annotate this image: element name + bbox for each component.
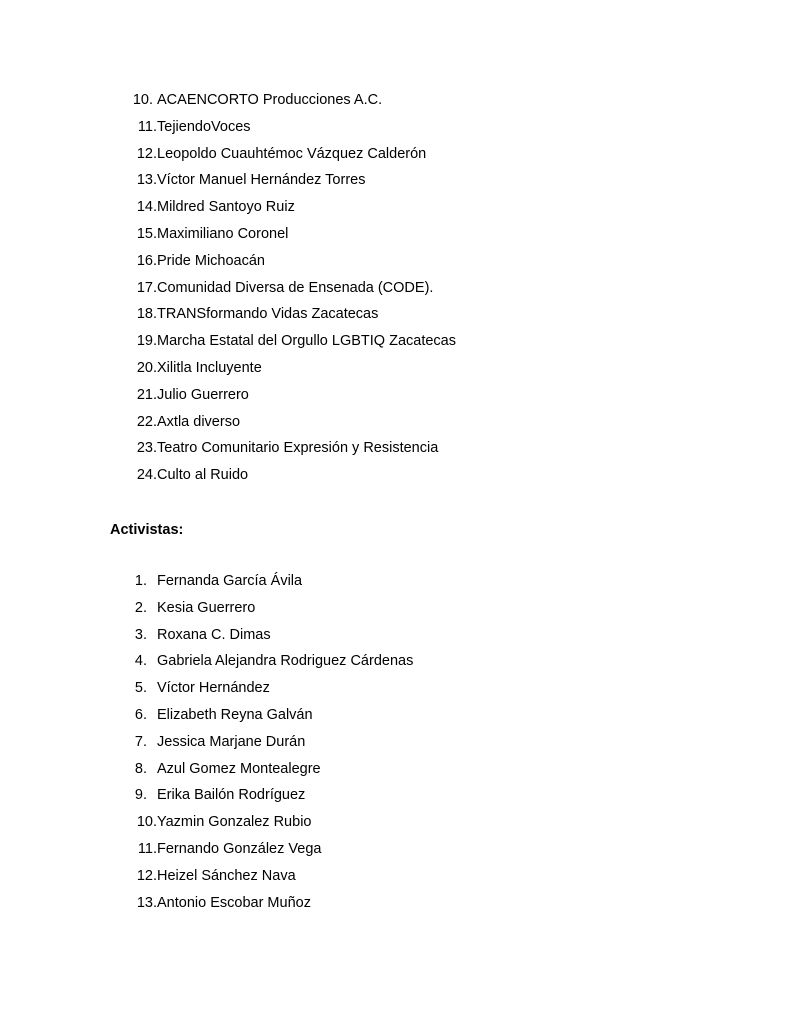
activist-list-item-number: 10.: [136, 814, 157, 831]
activist-list-item: [0, 598, 413, 625]
organization-list-item-name: Marcha Estatal del Orgullo LGBTIQ Zacatecas: [157, 333, 456, 350]
organization-list-item-name: Xilitla Incluyente: [157, 359, 262, 376]
organization-list-item-name: Culto al Ruido: [157, 467, 249, 484]
organization-list-item: [0, 224, 456, 251]
activist-list-item: [0, 839, 413, 866]
activist-list-item-name: Víctor Hernández: [157, 680, 270, 697]
organization-list-item-number: 12.: [136, 145, 157, 162]
organization-list-item-name: TejiendoVoces: [157, 118, 251, 135]
organization-list-item: [0, 144, 456, 171]
activist-list-item: [0, 705, 413, 732]
activist-list-item-name: Gabriela Alejandra Rodriguez Cárdenas: [157, 653, 414, 670]
organization-list-item: [0, 385, 456, 412]
organization-list-item-number: 11.: [137, 118, 157, 135]
organization-list-item-name: Julio Guerrero: [157, 386, 249, 403]
activist-list-item-number: 6.: [134, 706, 147, 723]
organization-list-item: [0, 117, 456, 144]
activist-list-item-number: 8.: [134, 760, 147, 777]
organization-list-item-number: 16.: [136, 252, 157, 269]
activist-list-item-number: 2.: [134, 599, 147, 616]
activist-list-item-number: 11.: [137, 840, 157, 857]
organization-list-item: [0, 197, 456, 224]
organization-list-item-name: ACAENCORTO Producciones A.C.: [157, 92, 383, 108]
organization-list-item-name: Maximiliano Coronel: [157, 225, 289, 242]
activist-list-item: [0, 678, 413, 705]
organization-list-item-name: Comunidad Diversa de Ensenada (CODE).: [157, 279, 434, 296]
activist-list-item: [0, 893, 413, 920]
organization-list-item-number: 20.: [136, 359, 157, 376]
activist-list-item: [0, 732, 413, 759]
organization-list-item: [0, 304, 456, 331]
organization-list-item: [0, 331, 456, 358]
activist-list-item: [0, 625, 413, 652]
organization-list-item-number: 18.: [136, 306, 157, 323]
activist-list-item-name: Antonio Escobar Muñoz: [157, 894, 311, 911]
activist-list-item: [0, 866, 413, 893]
activist-list-item-number: 1.: [134, 573, 147, 589]
organization-list-item: [0, 251, 456, 278]
activist-list-item: [0, 812, 413, 839]
organization-list-item-number: 22.: [136, 413, 157, 430]
organization-list-item-number: 19.: [136, 333, 157, 350]
activist-list-item-number: 3.: [134, 626, 147, 643]
organization-list-item-number: 21.: [136, 386, 157, 403]
organization-list-item-name: Pride Michoacán: [157, 252, 265, 269]
activist-list-item-name: Fernanda García Ávila: [157, 573, 303, 589]
activist-list-item-number: 7.: [134, 733, 147, 750]
activist-list-item-name: Kesia Guerrero: [157, 599, 256, 616]
organization-list-item: [0, 90, 456, 117]
activists-list: [0, 571, 413, 919]
organization-list-item: [0, 465, 456, 492]
organization-list-item-name: Axtla diverso: [157, 413, 241, 430]
organization-list-item-name: Leopoldo Cuauhtémoc Vázquez Calderón: [157, 145, 427, 162]
organization-list-item: [0, 438, 456, 465]
activist-list-item-name: Azul Gomez Montealegre: [157, 760, 321, 777]
activist-list-item-name: Fernando González Vega: [157, 840, 322, 857]
activist-list-item: [0, 651, 413, 678]
organizations-list: [0, 90, 456, 492]
activist-list-item-name: Yazmin Gonzalez Rubio: [157, 814, 312, 831]
activist-list-item-number: 13.: [136, 894, 157, 911]
organization-list-item-number: 15.: [136, 225, 157, 242]
organization-list-item-name: TRANSformando Vidas Zacatecas: [157, 306, 379, 323]
organization-list-item-name: Víctor Manuel Hernández Torres: [157, 172, 366, 189]
activist-list-item-name: Roxana C. Dimas: [157, 626, 271, 643]
activist-list-item-name: Elizabeth Reyna Galván: [157, 706, 313, 723]
organization-list-item-number: 17.: [136, 279, 157, 296]
organization-list-item-number: 23.: [136, 440, 157, 457]
activist-list-item-number: 5.: [134, 680, 147, 697]
organization-list-item-name: Mildred Santoyo Ruiz: [157, 199, 295, 216]
organization-list-item: [0, 170, 456, 197]
activist-list-item-name: Jessica Marjane Durán: [157, 733, 306, 750]
activist-list-item-name: Heizel Sánchez Nava: [157, 867, 296, 884]
activist-list-item-number: 4.: [134, 653, 147, 670]
activist-list-item: [0, 785, 413, 812]
activist-list-item-name: Erika Bailón Rodríguez: [157, 787, 306, 804]
organization-list-item-number: 10.: [132, 92, 153, 108]
organization-list-item: [0, 412, 456, 439]
activist-list-item-number: 12.: [136, 867, 157, 884]
activist-list-item-number: 9.: [134, 787, 147, 804]
organization-list-item-number: 14.: [136, 199, 157, 216]
organization-list-item-name: Teatro Comunitario Expresión y Resistencia: [157, 440, 439, 457]
activist-list-item: [0, 759, 413, 786]
activists-heading: Activistas:: [110, 522, 184, 538]
organization-list-item: [0, 358, 456, 385]
activist-list-item: [0, 571, 413, 598]
organization-list-item-number: 24.: [136, 467, 157, 484]
organization-list-item-number: 13.: [136, 172, 157, 189]
organization-list-item: [0, 278, 456, 305]
